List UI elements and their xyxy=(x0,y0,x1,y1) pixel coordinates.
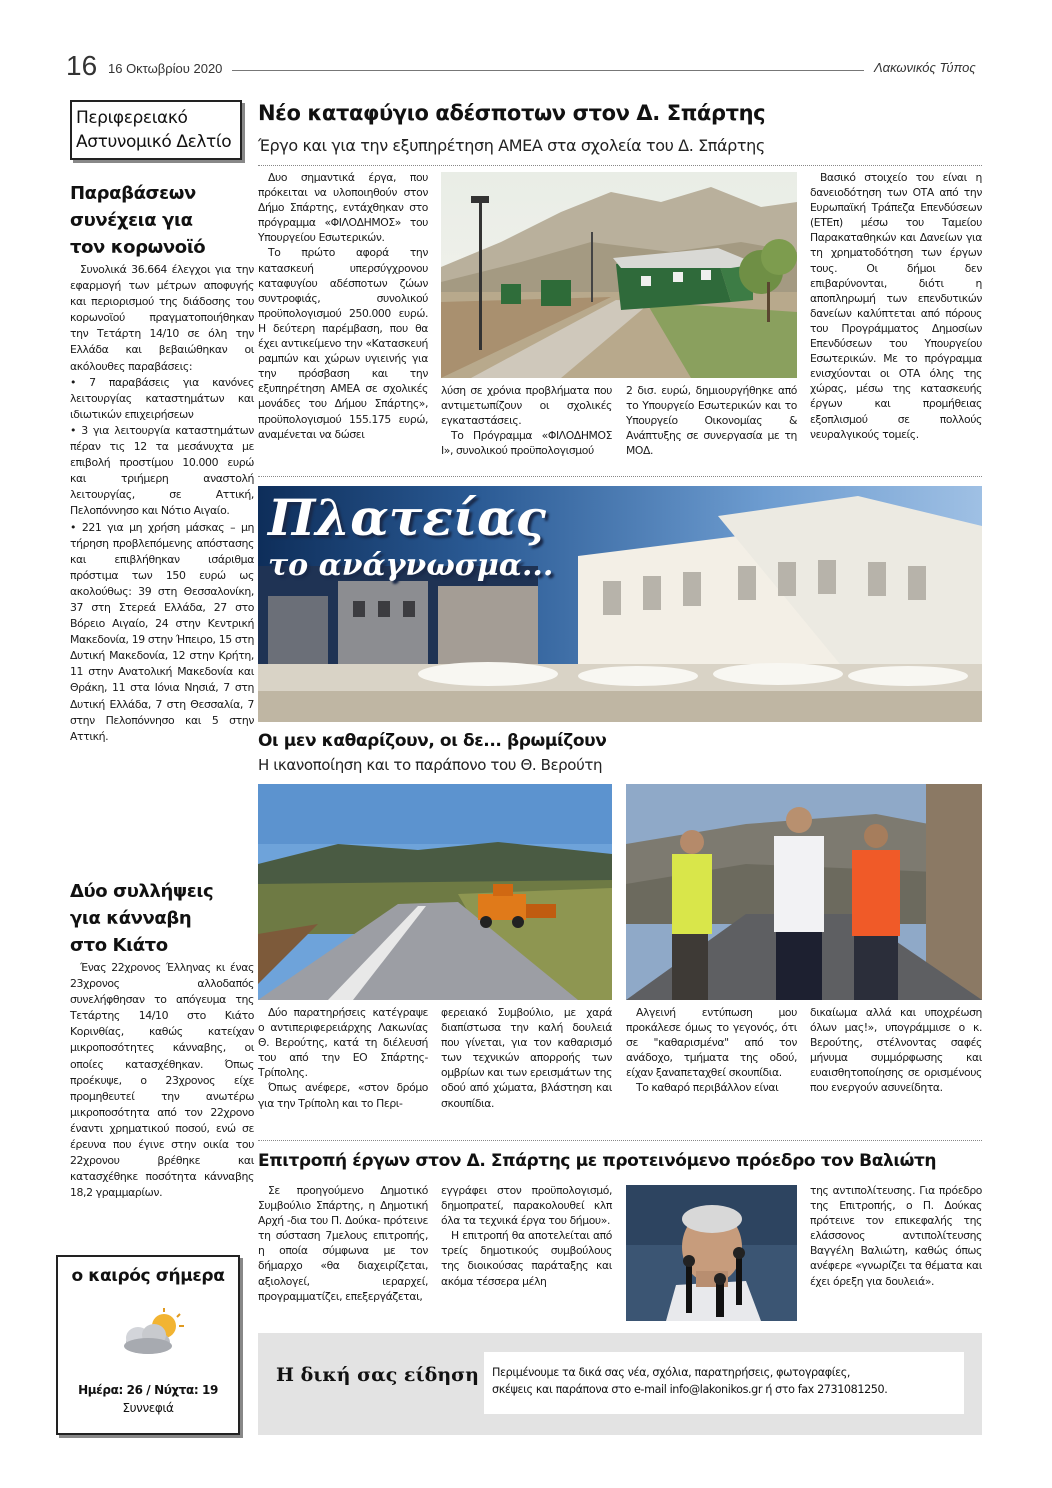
paragraph: Το πρώτο αφορά την κατασκευή υπερσύγχρονου καταφυγίου αδέσποτων ζώων συντροφιάς, συνολικού προϋπολογισμού 250.000 ευρώ. Η δεύτερη παρέμβαση, που θα έχει αντικείμενο την «Κατασκευή ραμπών και χώρων υγιεινής για την πρόσβαση και την εξυπηρέτηση ΑΜΕΑ σε σχολικές μονάδες του Δήμου Σπάρτης», προϋπολογισμού 155.175 ευρώ, αναμένεται να δώσει xyxy=(258,246,428,441)
paragraph: Όπως ανέφερε, «στον δρόμο για την Τρίπολη και το Περι- xyxy=(258,1081,428,1110)
banner-title-line1: Πλατείας xyxy=(268,488,546,547)
header-publication: Λακωνικός Τύπος xyxy=(874,60,976,75)
article2-col1 xyxy=(258,1005,428,1111)
weather-condition: Συννεφιά xyxy=(122,1401,174,1415)
cloud-sun-icon xyxy=(118,1308,188,1358)
three-men-photo xyxy=(626,784,982,1000)
story1-bullet: • 221 για μη χρήση μάσκας – μη τήρηση προβλεπόμενης απόστασης και επιβλήθηκαν ισάριθμα πρόστιμα των 150 ευρώ ως ακολούθως: 39 στη Θεσσαλονίκη, 37 στη Στερεά Ελλάδα, 27 στο Βόρειο Αιγαίο, 24 στην Κεντρική Μακεδονία, 19 στην Ήπειρο, 15 στη Δυτική Μακεδονία, 12 στην Κρήτη, 11 στην Ανατολική Μακεδονία και Θράκη, 11 στα Ιόνια Νησιά, 7 στη Δυτική Ελλάδα, 7 στη Θεσσαλία, 7 στην Πελοπόννησο και 5 στην Αττική. xyxy=(70,520,254,743)
article1-col4 xyxy=(810,170,982,442)
paragraph: δικαίωμα αλλά και υποχρέωση όλων μας!», υπογράμμισε ο κ. Βερούτης, στέλνοντας σαφές μήνυμα συμμόρφωσης και ευαισθητοποίησης σε ορισμένους που ενεργούν ασυνείδητα. xyxy=(810,1006,982,1095)
shelter-rendering-photo xyxy=(441,172,797,378)
article1-subtitle: Έργο και για την εξυπηρέτηση ΑΜΕΑ στα σχολεία του Δ. Σπάρτης xyxy=(258,136,765,155)
header-date: 16 Οκτωβρίου 2020 xyxy=(108,61,223,76)
paragraph: Το καθαρό περιβάλλον είναι xyxy=(636,1081,779,1095)
paragraph: Σε προηγούμενο Δημοτικό Συμβούλιο Σπάρτης, η Δημοτική Αρχή -δια του Π. Δούκα- πρότεινε τη σύσταση 7μελους επιτροπής, η οποία σύμφωνα με τον δήμαρχο «θα διαχειρίζεται, αξιολογεί, ιεραρχεί, προγραμματίζει, επεξεργάζεται, xyxy=(258,1184,428,1303)
article2-col2 xyxy=(441,1005,612,1111)
paragraph: λύση σε χρόνια προβλήματα που αντιμετωπίζουν οι σχολικές εγκαταστάσεις. xyxy=(441,384,612,428)
article3-title: Επιτροπή έργων στον Δ. Σπάρτης με προτεινόμενο πρόεδρο τον Βαλιώτη xyxy=(258,1151,937,1171)
story1-bullet: • 7 παραβάσεις για κανόνες λειτουργίας καταστημάτων και ιδιωτικών επιχειρήσεων xyxy=(70,375,254,421)
paragraph: Η επιτροπή θα αποτελείται από τρείς δημοτικούς συμβούλους της διοικούσας παράταξης και ακόμα τέσσερα μέλη xyxy=(441,1229,612,1288)
paragraph: 2 δισ. ευρώ, δημιουργήθηκε από το Υπουργείο Εσωτερικών και το Υπουργείο Οικονομίας & Ανάπτυξης σε συνεργασία με τη ΜΟΔ. xyxy=(626,384,797,458)
police-bulletin-title: Περιφερειακό Αστυνομικό Δελτίο xyxy=(76,108,232,152)
paragraph: Δυο σημαντικά έργα, που πρόκειται να υλοποιηθούν στον Δήμο Σπάρτης, εντάχθηκαν στο πρόγραμμα «ΦΙΛΟΔΗΜΟΣ» του Υπουργείου Εσωτερικών. xyxy=(258,171,428,245)
article2-subtitle: Η ικανοποίηση και το παράπονο του Θ. Βερούτη xyxy=(258,756,603,774)
article2-col4 xyxy=(810,1005,982,1096)
article1-bottom-rule xyxy=(258,476,982,477)
article3-col4 xyxy=(810,1183,982,1289)
article2-title: Οι μεν καθαρίζουν, οι δε... βρωμίζουν xyxy=(258,731,607,751)
paragraph: Δύο παρατηρήσεις κατέγραψε ο αντιπεριφερειάρχης Λακωνίας Θ. Βερούτης, κατά τη διέλευσή του από την ΕΟ Σπάρτης-Τρίπολης. xyxy=(258,1006,428,1080)
paragraph: εγγράφει στον προϋπολογισμό, δημοπρατεί, παρακολουθεί κλπ όλα τα τεχνικά έργα του δήμου». xyxy=(441,1184,612,1228)
your-news-line2: σκέψεις και παράπονα στο e-mail info@lakonikos.gr ή στο fax 2731081250. xyxy=(492,1383,888,1396)
weather-temps: Ημέρα: 26 / Νύχτα: 19 xyxy=(78,1383,218,1397)
story2-title: Δύο συλλήψεις για κάνναβη στο Κιάτο xyxy=(70,881,214,956)
story1-title: Παραβάσεων συνέχεια για τον κορωνοϊό xyxy=(70,183,206,258)
paragraph: Το Πρόγραμμα «ΦΙΛΟΔΗΜΟΣ Ι», συνολικού προϋπολογισμού xyxy=(441,429,612,458)
story2-text: Ένας 22χρονος Έλληνας κι ένας 23χρονος αλλοδαπός συνελήφθησαν το απόγευμα της Τετάρτης 14/10 στο Κιάτο Κορινθίας, καθώς κατείχαν μικροποσότητες κάνναβης, οι οποίες κατασχέθηκαν. Όπως προέκυψε, ο 23χρονος είχε προμηθευτεί την ανωτέρω μικροποσότητα από τον 22χρονο έναντι χρηματικού ποσού, ενώ σε έρευνα που έγινε στην οικία του 22χρονου βρέθηκε και κατασχέθηκε ποσότητα κάνναβης 18,2 γραμμαρίων. xyxy=(70,961,254,1200)
your-news-title: Η δική σας είδηση xyxy=(276,1364,479,1386)
article1-col2 xyxy=(441,383,612,458)
banner-title-line2: το ανάγνωσμα... xyxy=(268,548,554,583)
article2-bottom-rule xyxy=(258,1140,982,1141)
weather-title: ο καιρός σήμερα xyxy=(71,1266,225,1286)
article3-col2 xyxy=(441,1183,612,1289)
header-rule xyxy=(232,70,864,71)
story2-body xyxy=(70,960,254,1201)
story1-body xyxy=(70,262,254,745)
page-number: 16 xyxy=(66,50,98,81)
story1-intro: Συνολικά 36.664 έλεγχοι για την εφαρμογή των μέτρων αποφυγής και περιορισμού της διάδοσης του κορωνοϊού πραγματοποιήθηκαν την Τετάρτη 14/10 σε όλη την Ελλάδα και βεβαιώθηκαν οι ακόλουθες παραβάσεις: xyxy=(70,263,254,373)
your-news-line1: Περιμένουμε τα δικά σας νέα, σχόλια, παρατηρήσεις, φωτογραφίες, xyxy=(492,1366,851,1379)
story1-bullet: • 3 για λειτουργία καταστημάτων πέραν τις 12 τα μεσάνυχτα με επιβολή προστίμου 10.000 ευρώ και τριήμερη αναστολή λειτουργίας, σε Αττική, Πελοπόννησο και Νότιο Αιγαίο. xyxy=(70,423,254,518)
road-cleaning-photo xyxy=(258,784,612,1000)
article1-col1 xyxy=(258,170,428,442)
article2-col3 xyxy=(626,1005,797,1096)
article1-rule xyxy=(258,165,982,166)
paragraph: της αντιπολίτευσης. Για πρόεδρο της Επιτροπής, ο Π. Δούκας πρότεινε τον επικεφαλής της ελάσσονος αντιπολίτευσης Βαγγέλη Βαλιώτη, καθώς όπως ανέφερε «γνωρίζει τα θέματα και έχει όρεξη για δουλειά». xyxy=(810,1184,982,1288)
article3-col1 xyxy=(258,1183,428,1304)
valiotis-photo xyxy=(626,1185,797,1321)
paragraph: Αλγεινή εντύπωση μου προκάλεσε όμως το γεγονός, ότι σε "καθαρισμένα" από τον ανάδοχο, τμήματα της οδού, είχαν ξαναπεταχθεί σκουπίδια. xyxy=(626,1006,797,1080)
article1-col3 xyxy=(626,383,797,458)
article1-title: Νέο καταφύγιο αδέσποτων στον Δ. Σπάρτης xyxy=(258,101,766,125)
paragraph: φερειακό Συμβούλιο, με χαρά διαπίστωσα την καλή δουλειά που γίνεται, για τον καθαρισμό των τεχνικών απορροής των ομβρίων και των ερεισμάτων της οδού από χώματα, βλάστηση και σκουπίδια. xyxy=(441,1006,612,1110)
paragraph: Βασικό στοιχείο του είναι η δανειοδότηση των ΟΤΑ από την Ευρωπαϊκή Τράπεζα Επενδύσεων (ΕΤΕπ) μέσω του Ταμείου Παρακαταθηκών και Δανείων για τη χρηματοδότηση των έργων τους. Οι δήμοι δεν επιβαρύνονται, διότι η αποπληρωμή των επενδυτικών δανείων καλύπτεται από πόρους του Προγράμματος Δημοσίων Επενδύσεων του Υπουργείου Εσωτερικών. Με το πρόγραμμα ενισχύονται οι ΟΤΑ όλης της χώρας, μέσω της κατασκευής έργων και προμήθειας εξοπλισμού σε πολλούς νευραλγικούς τομείς. xyxy=(810,171,982,441)
